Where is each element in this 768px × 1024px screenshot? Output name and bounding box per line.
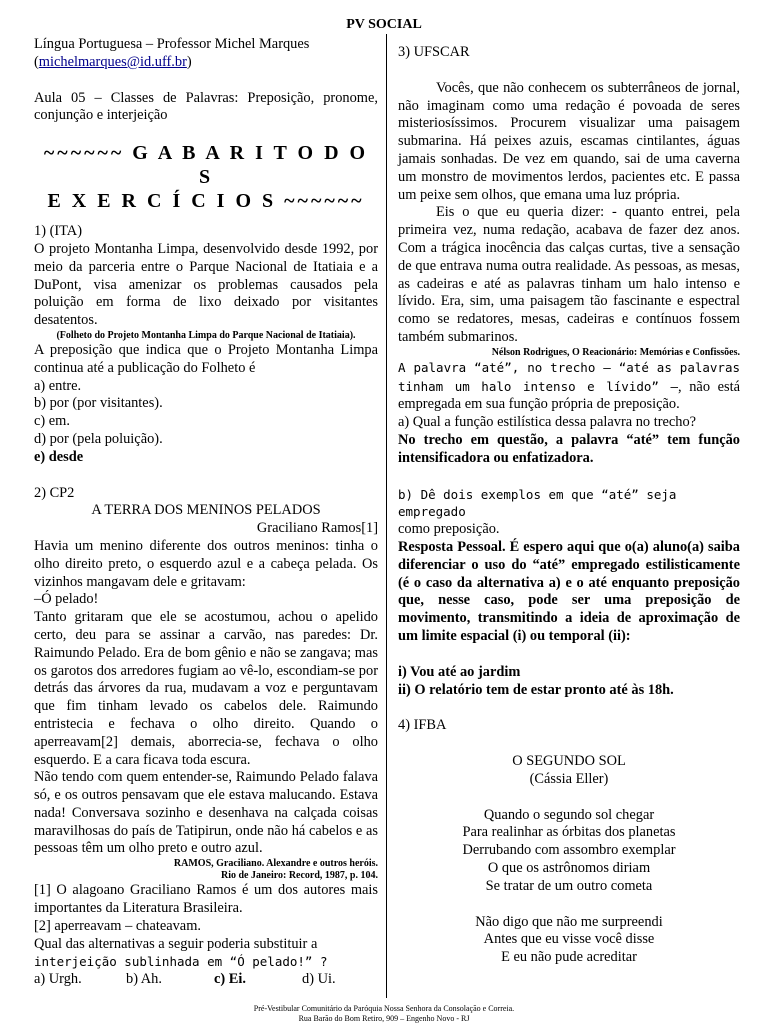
gabarito-heading [34, 141, 378, 213]
q2-option-c: c) Ei. [214, 971, 246, 988]
q2-paragraph-4: Não tendo com quem entender-se, Raimundo Pelado falava só, e os outros pensavam que ele estava malucando. Estava nada! Conversava sozinho e desenhava na calçada coisas maravilhosas do país de Tatipirun, onde não há cabelos e as pessoas têm um olho preto e outro azul. [34, 769, 378, 857]
poem-line: E eu não pude acreditar [501, 949, 637, 966]
q2-option-d: d) Ui. [302, 971, 336, 988]
q2-option-b: b) Ah. [126, 971, 162, 988]
q1-option-a: a) entre. [34, 377, 82, 394]
q2-paragraph-3: Tanto gritaram que ele se acostumou, achou o apelido certo, deu para se assinar a carvão, nas paredes: Dr. Raimundo Pelado. Era de bom gênio e não se zangava; mas os garotos dos arredores fugiam ao vê-lo, escondiam-se por detrás das árvores da rua, mudavam a voz e perguntavam que fim tinham levado os cabelos dele. Raimundo entristecia e fechava o olho direito. Quando o aperreavam[2] demais, aborrecia-se, fechava o olho esquerdo. E a cara ficava toda escura. [34, 609, 378, 768]
q3-example-1: i) Vou até ao jardim [398, 663, 521, 680]
q1-option-c: c) em. [34, 413, 70, 430]
gabarito-line-2: E X E R C Í C I O S ~~~~~~ [47, 190, 365, 213]
q1-heading: 1) (ITA) [34, 223, 82, 240]
q4-heading: 4) IFBA [398, 717, 447, 734]
q3-example-2: ii) O relatório tem de estar pronto até às 18h. [398, 681, 674, 698]
q2-note-2: [2] aperreavam – chateavam. [34, 917, 201, 934]
gabarito-line-1: ~~~~~~ G A B A R I T O D O S [43, 142, 369, 189]
q2-reference-2: Rio de Janeiro: Record, 1987, p. 104. [220, 870, 378, 882]
q2-title: A TERRA DOS MENINOS PELADOS [91, 502, 321, 519]
q2-author: Graciliano Ramos[1] [256, 520, 378, 537]
poem-line: Quando o segundo sol chegar [483, 806, 655, 823]
poem-line: Para realinhar as órbitas dos planetas [462, 824, 676, 841]
course-line: Língua Portuguesa – Professor Michel Marques (michelmarques@id.uff.br) [34, 36, 310, 70]
q3-question-b-mono: b) Dê dois exemplos em que “até” seja empregado [398, 486, 677, 520]
poem [398, 753, 740, 967]
q2-paragraph-1: Havia um menino diferente dos outros meninos: tinha o olho direito preto, o esquerdo azul e a cabeça pelada. Os vizinhos mangavam dele e gritavam: [34, 537, 378, 590]
q2-question-mono: interjeição sublinhada em “Ó pelado!” ? [34, 954, 328, 970]
q3-question-b-rest: como preposição. [398, 521, 500, 538]
poem-title: O SEGUNDO SOL [512, 753, 626, 770]
q2-reference-1: RAMOS, Graciliano. Alexandre e outros heróis. [173, 858, 378, 870]
q3-paragraph-1: Vocês, que não conhecem os subterrâneos de jornal, não imaginam como uma redação é povoada de seres misteriosíssimos. Procurem visualizar uma paisagem submarina. Há peixes azuis, escamas cintilantes, águas jamais sonhadas. De vez em quando, sai de uma caverna um monstro de movimentos lerdos, pacientes etc. E passa um peixe sem olhos, que emana uma luz própria. [398, 79, 740, 203]
poem-line: O que os astrônomos diriam [487, 860, 651, 877]
footer-line-1: Pré-Vestibular Comunitário da Paróquia Nossa Senhora da Consolação e Correia. [253, 1004, 515, 1013]
q2-paragraph-2: –Ó pelado! [34, 591, 99, 608]
q1-source: (Folheto do Projeto Montanha Limpa do Parque Nacional de Itatiaia). [56, 329, 356, 341]
q3-statement [398, 359, 740, 414]
footer-line-2: Rua Barão do Bom Retiro, 909 – Engenho Novo - RJ [298, 1014, 470, 1023]
q3-answer-b: Resposta Pessoal. É espero aqui que o(a) aluno(a) saiba diferenciar o uso do “até” empregado estilisticamente (é o caso da alternativa a) e o até enquanto preposição que, nesse caso, pode ser uma preposição de movimento, transmitindo a ideia de aproximação de um limite espacial (i) ou temporal (ii): [398, 538, 740, 644]
q2-question: Qual das alternativas a seguir poderia substituir a [34, 935, 318, 952]
q2-heading: 2) CP2 [34, 484, 75, 501]
left-column [34, 36, 378, 989]
q3-heading: 3) UFSCAR [398, 44, 470, 60]
q1-question: A preposição que indica que o Projeto Montanha Limpa continua até a publicação do Folheto é [34, 341, 378, 376]
column-divider [386, 34, 387, 998]
q1-option-d: d) por (pela poluição). [34, 430, 163, 447]
page-footer [0, 1004, 768, 1024]
q3-answer-a: No trecho em questão, a palavra “até” tem função intensificadora ou enfatizadora. [398, 431, 740, 466]
poem-line: Se tratar de um outro cometa [485, 877, 653, 894]
q3-paragraph-2: Eis o que eu queria dizer: - quanto entrei, pela primeira vez, numa redação, acabava de fazer dez anos. Com a trágica inocência das calças curtas, tive a sensação de que entrava numa outra realidade. As pessoas, as mesas, as cadeiras e até as palavras tinham um halo intenso e lívido. Era, sim, uma paisagem tão fascinante e espectral como se redatores, mesas, cadeiras e contínuos fossem também submarinos. [398, 204, 740, 345]
poem-line: Derrubando com assombro exemplar [462, 842, 676, 859]
q2-option-a: a) Urgh. [34, 971, 82, 988]
email-link[interactable]: michelmarques@id.uff.br [38, 53, 187, 70]
course-text: Língua Portuguesa – Professor Michel Marques [34, 36, 310, 52]
q2-note-1: [1] O alagoano Graciliano Ramos é um dos autores mais importantes da Literatura Brasileira. [34, 882, 378, 917]
q1-text: O projeto Montanha Limpa, desenvolvido desde 1992, por meio da parceria entre o Parque Nacional de Itatiaia e a DuPont, visa amenizar os problemas causados pela poluição em forma de lixo deixado por visitantes desatentos. [34, 240, 378, 329]
q1-answer: e) desde [34, 448, 84, 465]
poem-author: (Cássia Eller) [529, 770, 609, 787]
poem-line: Não digo que não me surpreendi [475, 913, 663, 930]
aula-title: Aula 05 – Classes de Palavras: Preposição, pronome, conjunção e interjeição [34, 89, 378, 124]
q3-question-a: a) Qual a função estilística dessa palavra no trecho? [398, 414, 697, 431]
right-column [398, 36, 740, 967]
q3-source: Nélson Rodrigues, O Reacionário: Memórias e Confissões. [491, 346, 740, 358]
q3-statement-rest: , não está empregada em sua função própria de preposição. [398, 378, 741, 413]
poem-line: Antes que eu visse você disse [483, 931, 655, 948]
q1-option-b: b) por (por visitantes). [34, 395, 163, 412]
q3-statement-mono: A palavra “até”, no trecho – “até as palavras tinham um halo intenso e lívido” – [398, 359, 740, 394]
page-title: PV SOCIAL [346, 17, 422, 32]
q2-options [34, 971, 378, 989]
